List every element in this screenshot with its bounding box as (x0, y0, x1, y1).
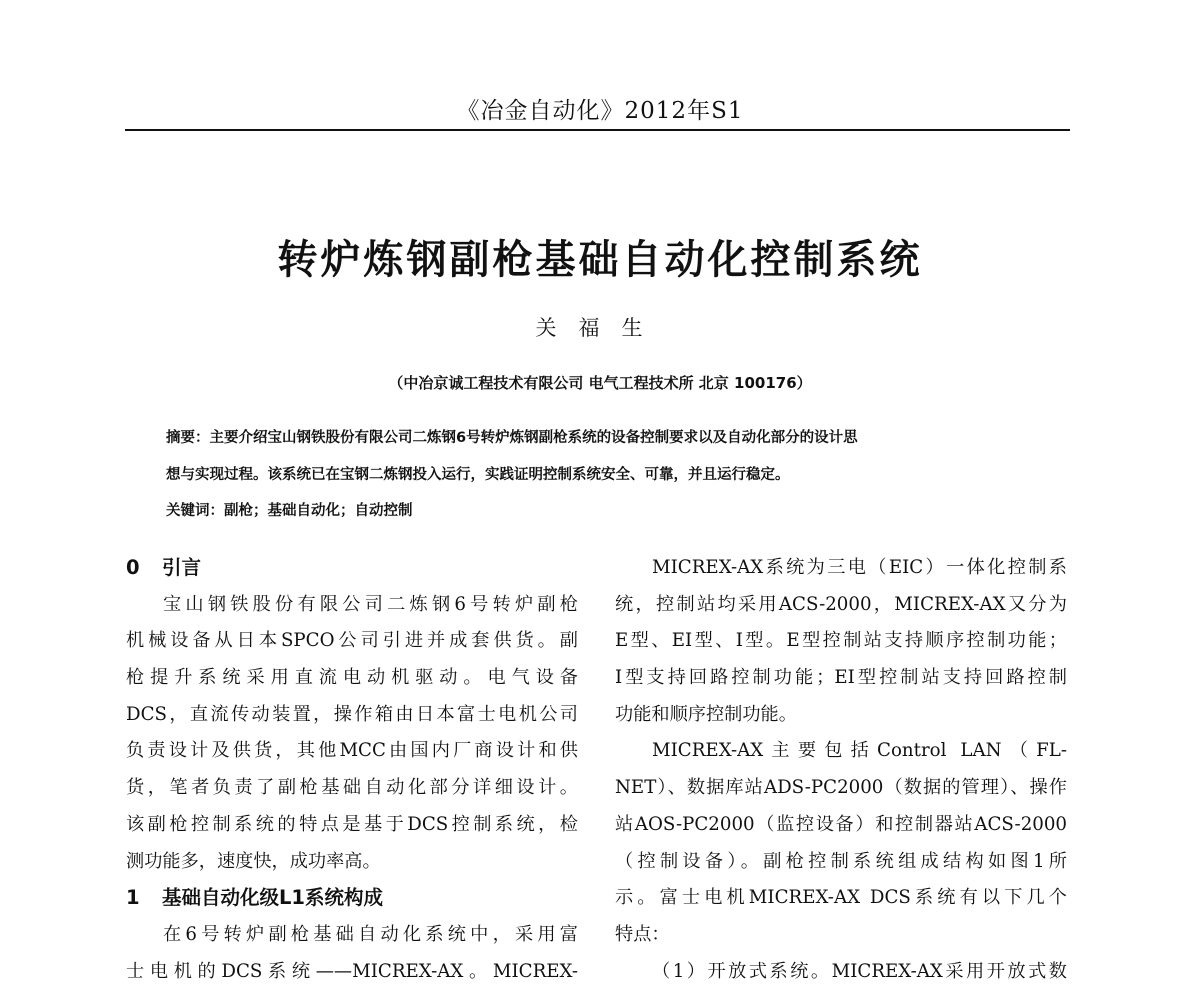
section-number: 1 (126, 886, 140, 910)
header-rule (125, 129, 1070, 131)
author-affiliation: （中冶京诚工程技术有限公司 电气工程技术所 北京 100176） (388, 374, 812, 392)
body-line: 站AOS-PC2000（监控设备）和控制器站ACS-2000 (615, 813, 1067, 835)
paper-title: 转炉炼钢副枪基础自动化控制系统 (277, 237, 923, 283)
body-line: MICREX-AX主要包括Control LAN（FL- (652, 740, 1067, 762)
body-line: NET）、数据库站ADS-PC2000（数据的管理）、操作 (615, 777, 1067, 799)
body-line: 宝山钢铁股份有限公司二炼钢6号转炉副枪 (163, 593, 578, 615)
body-line: 该副枪控制系统的特点是基于DCS控制系统，检 (126, 813, 578, 835)
section-heading-1 (126, 880, 578, 917)
body-line: （1）开放式系统。MICREX-AX采用开放式数 (652, 960, 1067, 982)
body-line: 机械设备从日本SPCO公司引进并成套供货。副 (126, 630, 578, 652)
body-line: 士电机的DCS系统——MICREX-AX。MICREX- (126, 960, 578, 982)
body-line: MICREX-AX系统为三电（EIC）一体化控制系 (652, 557, 1067, 578)
author-name: 关福生 (535, 316, 665, 340)
body-line: （控制设备）。副枪控制系统组成结构如图1所 (615, 850, 1067, 872)
right-column (615, 550, 1067, 990)
body-line: 负责设计及供货，其他MCC由国内厂商设计和供 (126, 740, 578, 762)
body-line: 特点： (615, 923, 670, 945)
body-line: 统，控制站均采用ACS-2000，MICREX-AX又分为 (615, 593, 1067, 615)
body-line: E型、EI型、I型。E型控制站支持顺序控制功能； (615, 630, 1067, 652)
section-title: 引言 (162, 556, 202, 579)
section-number: 0 (126, 556, 140, 579)
abstract-block (166, 425, 1046, 535)
section-heading-0 (126, 550, 578, 587)
body-line: 功能和顺序控制功能。 (615, 703, 797, 725)
journal-running-head (0, 92, 1200, 125)
left-column (126, 550, 578, 990)
body-line: 示。富士电机MICREX-AX DCS系统有以下几个 (615, 887, 1067, 909)
body-line: 在6号转炉副枪基础自动化系统中，采用富 (163, 923, 578, 945)
keywords-line: 关键词：副枪；基础自动化；自动控制 (166, 503, 413, 520)
abstract-line: 摘要：主要介绍宝山钢铁股份有限公司二炼钢6号转炉炼钢副枪系统的设备控制要求以及自动化部分的设计思 (166, 430, 858, 446)
abstract-line: 想与实现过程。该系统已在宝钢二炼钢投入运行，实践证明控制系统安全、可靠，并且运行稳定。 (166, 466, 790, 483)
body-line: DCS，直流传动装置，操作箱由日本富士电机公司 (126, 703, 578, 725)
section-title: 基础自动化级L1系统构成 (162, 886, 383, 910)
body-line: 测功能多，速度快，成功率高。 (126, 850, 381, 872)
body-line: 货，笔者负责了副枪基础自动化部分详细设计。 (126, 777, 578, 799)
body-line: 枪提升系统采用直流电动机驱动。电气设备 (126, 667, 578, 689)
body-line: I型支持回路控制功能；EI型控制站支持回路控制 (615, 667, 1067, 689)
running-head-text: 《冶金自动化》2012年S1 (456, 98, 744, 124)
